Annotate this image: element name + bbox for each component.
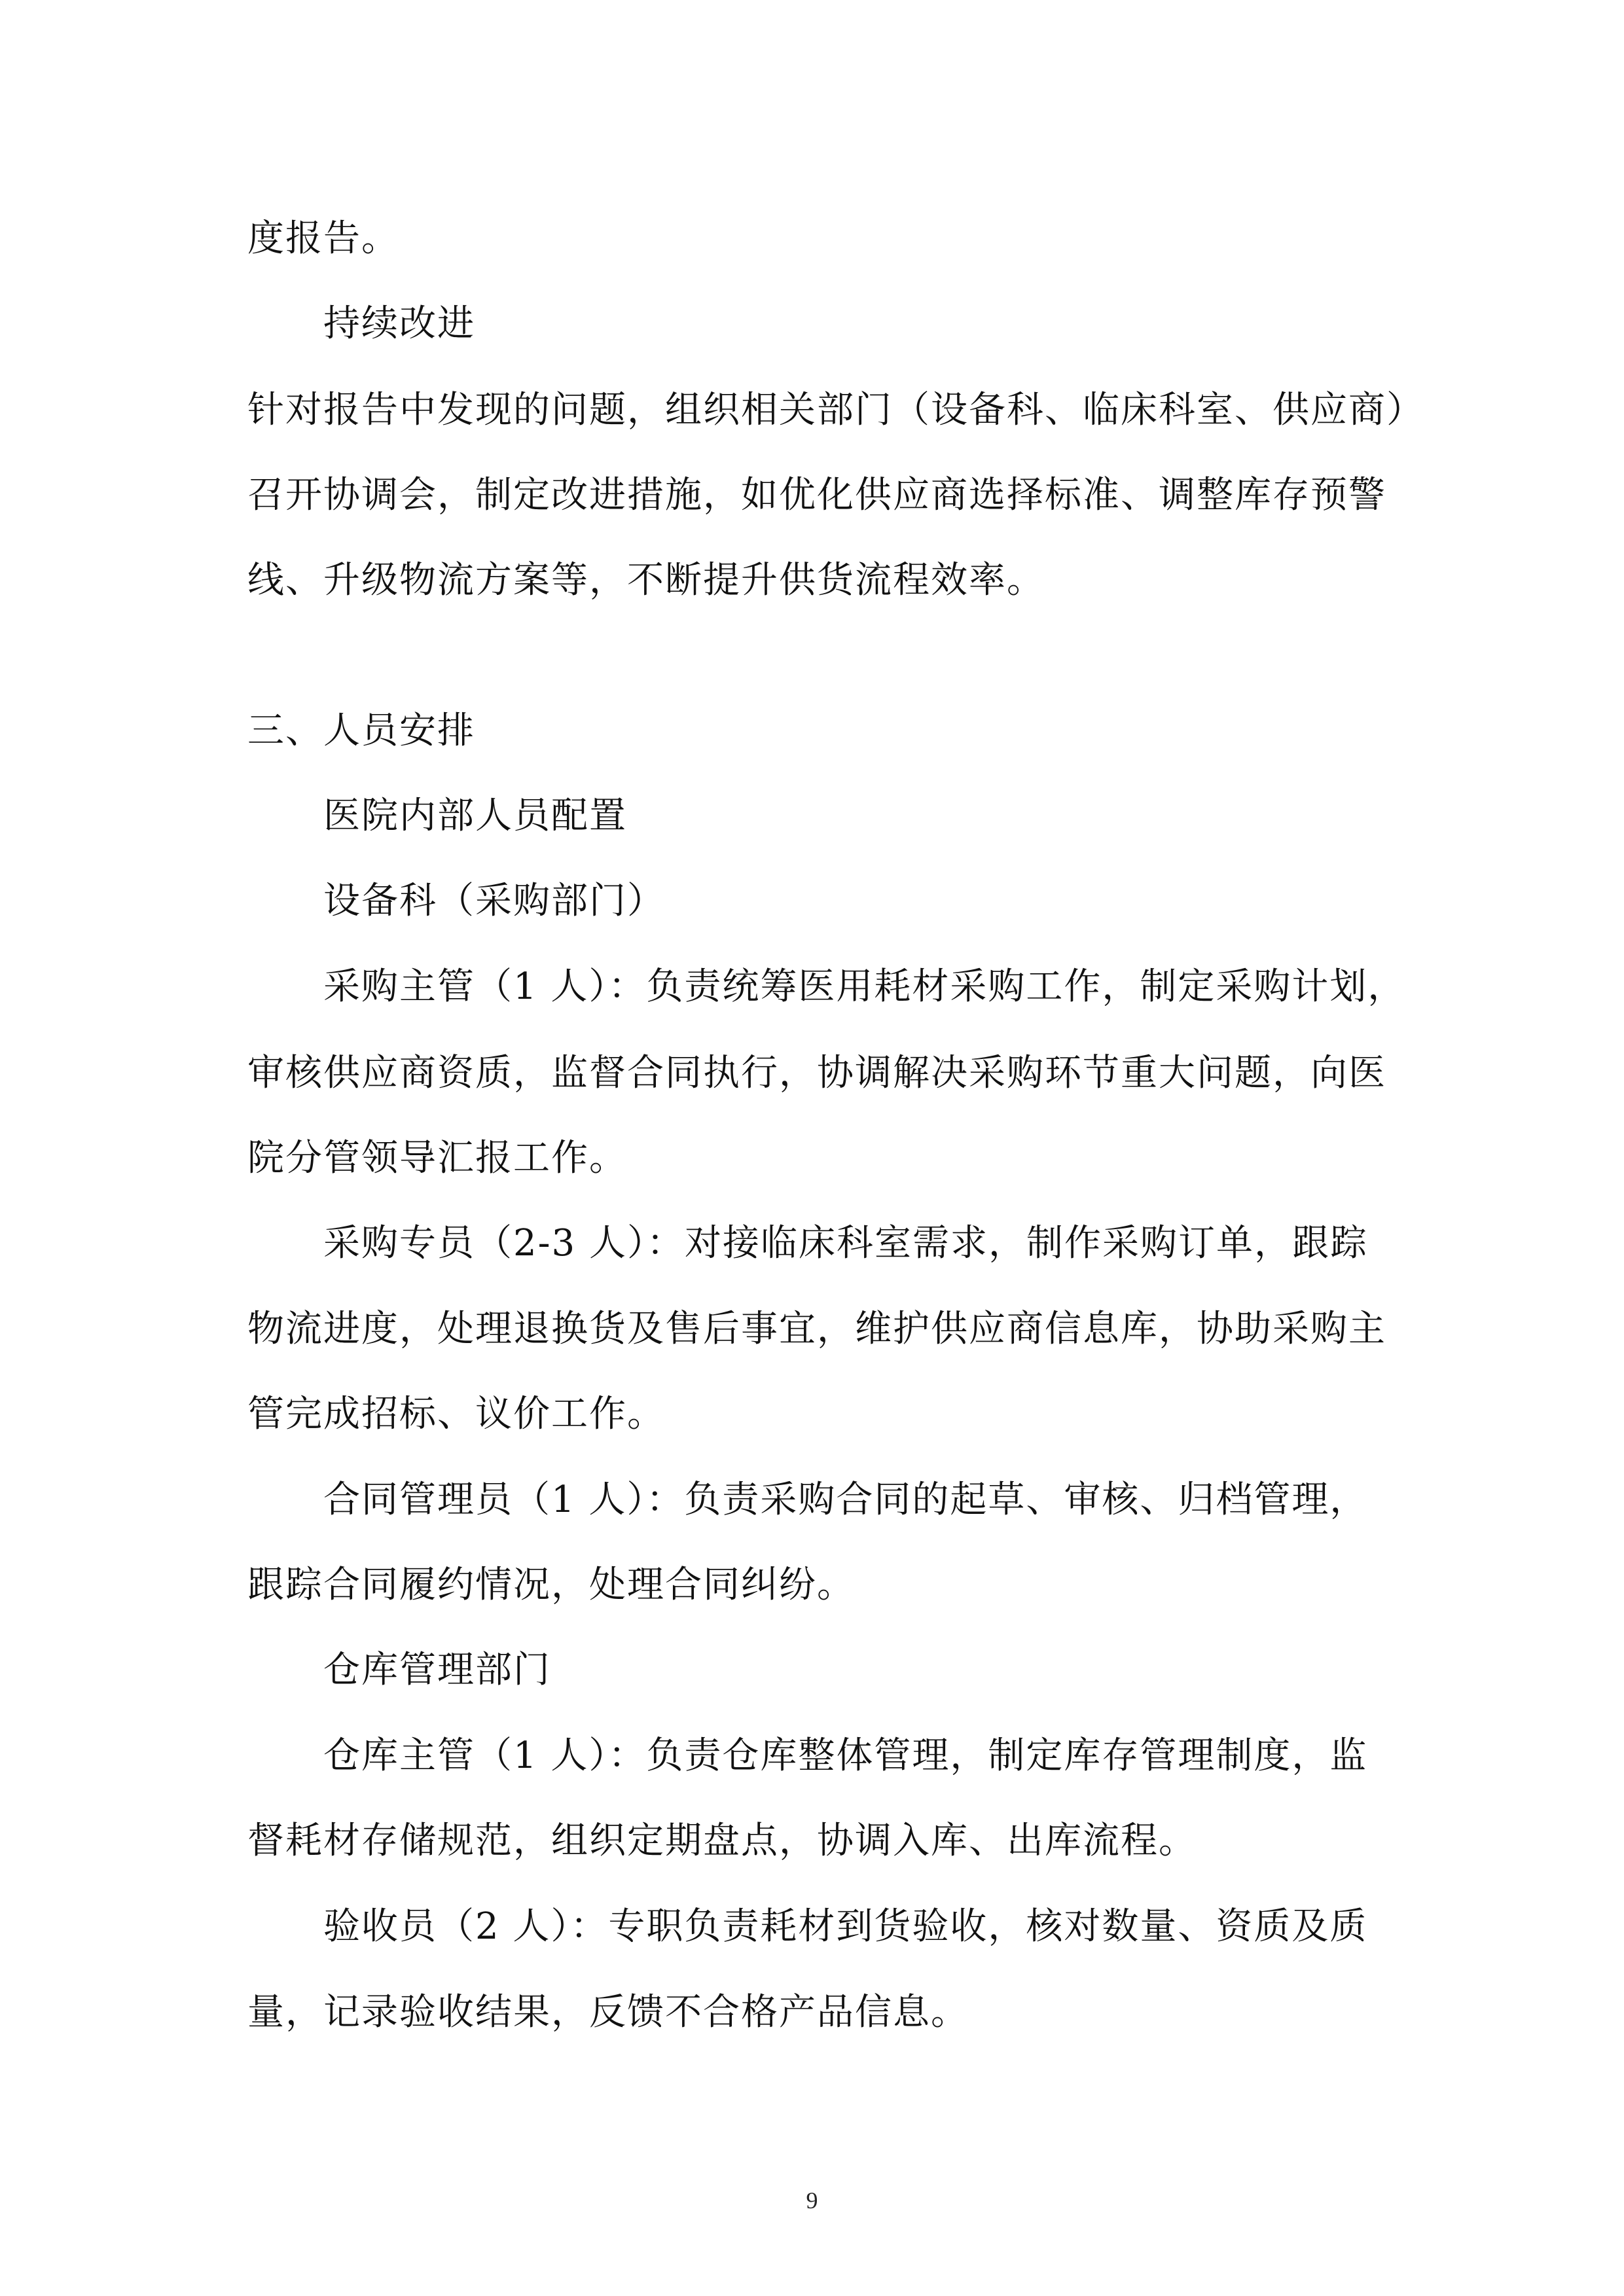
section-heading: 三、人员安排	[247, 709, 475, 752]
text-line: 审核供应商资质，监督合同执行，协调解决采购环节重大问题，向医	[247, 1052, 1386, 1094]
text-line: 管完成招标、议价工作。	[247, 1393, 665, 1435]
text-line: 物流进度，处理退换货及售后事宜，维护供应商信息库，协助采购主	[247, 1308, 1386, 1350]
subheading: 持续改进	[323, 302, 475, 345]
text-line: 验收员（2 人）：专职负责耗材到货验收，核对数量、资质及质	[323, 1905, 1368, 1948]
subheading: 医院内部人员配置	[323, 795, 627, 837]
text-line: 线、升级物流方案等，不断提升供货流程效率。	[247, 559, 1045, 601]
text-line: 仓库主管（1 人）：负责仓库整体管理，制定库存管理制度，监	[323, 1734, 1368, 1777]
text-line: 召开协调会，制定改进措施，如优化供应商选择标准、调整库存预警	[247, 474, 1386, 516]
text-line: 针对报告中发现的问题，组织相关部门（设备科、临床科室、供应商）	[247, 389, 1424, 431]
subheading: 仓库管理部门	[323, 1649, 551, 1691]
text-line: 合同管理员（1 人）：负责采购合同的起草、审核、归档管理，	[323, 1479, 1368, 1521]
text-line: 量，记录验收结果，反馈不合格产品信息。	[247, 1991, 969, 2034]
subheading: 设备科（采购部门）	[323, 880, 665, 922]
text-line: 督耗材存储规范，组织定期盘点，协调入库、出库流程。	[247, 1820, 1197, 1862]
page-number: 9	[806, 2187, 818, 2214]
text-line: 采购专员（2-3 人）：对接临床科室需求，制作采购订单，跟踪	[323, 1222, 1368, 1265]
text-line: 院分管领导汇报工作。	[247, 1137, 627, 1179]
text-line: 采购主管（1 人）：负责统筹医用耗材采购工作，制定采购计划，	[323, 965, 1406, 1008]
text-line: 度报告。	[247, 217, 399, 260]
text-line: 跟踪合同履约情况，处理合同纠纷。	[247, 1564, 855, 1606]
